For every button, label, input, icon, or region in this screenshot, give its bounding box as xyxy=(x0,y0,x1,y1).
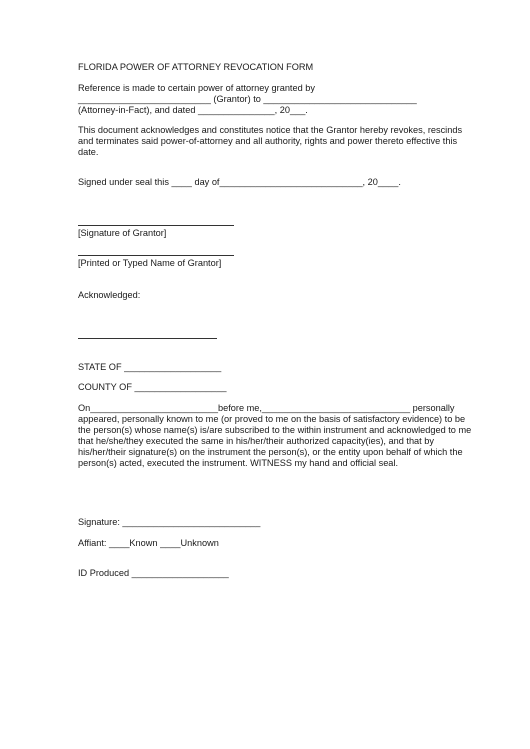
acknowledgment-signature-rule xyxy=(78,338,217,339)
revocation-line-3: date. xyxy=(78,147,99,157)
signature-line: Signature: ___________________________ xyxy=(78,517,261,527)
notary-line-6: person(s) acted, executed the instrument. WITNESS my hand and official seal. xyxy=(78,458,399,468)
affiant-line: Affiant: ____Known ____Unknown xyxy=(78,538,219,548)
county-line: COUNTY OF __________________ xyxy=(78,382,227,392)
notary-line-1: On_________________________before me,_____________________________ personally xyxy=(78,403,455,413)
notary-line-3: the person(s) whose name(s) is/are subscribed to the within instrument and acknowledged to me xyxy=(78,425,472,435)
grantor-signature-rule xyxy=(78,225,234,226)
grantor-printed-name-rule xyxy=(78,255,234,256)
reference-line-3: (Attorney-in-Fact), and dated _______________, 20___. xyxy=(78,105,308,115)
reference-line-2: __________________________ (Grantor) to ______________________________ xyxy=(78,94,417,104)
notary-line-5: his/her/their signature(s) on the instrument the person(s), or the entity upon behalf of which the xyxy=(78,447,463,457)
notary-line-2: appeared, personally known to me (or proved to me on the basis of satisfactory evidence) to be xyxy=(78,414,466,424)
acknowledged-label: Acknowledged: xyxy=(78,290,141,300)
signed-under-seal-line: Signed under seal this ____ day of____________________________, 20____. xyxy=(78,177,401,187)
notary-line-4: that he/she/they executed the same in his/her/their authorized capacity(ies), and that by xyxy=(78,436,434,446)
revocation-line-1: This document acknowledges and constitutes notice that the Grantor hereby revokes, rescinds xyxy=(78,125,463,135)
reference-line-1: Reference is made to certain power of attorney granted by xyxy=(78,83,315,93)
signature-of-grantor-label: [Signature of Grantor] xyxy=(78,228,167,238)
form-title: FLORIDA POWER OF ATTORNEY REVOCATION FORM xyxy=(78,62,314,72)
state-line: STATE OF ___________________ xyxy=(78,362,222,372)
id-produced-line: ID Produced ___________________ xyxy=(78,568,229,578)
printed-name-label: [Printed or Typed Name of Grantor] xyxy=(78,258,222,268)
revocation-line-2: and terminates said power-of-attorney and all authority, rights and power thereto effective this xyxy=(78,136,458,146)
